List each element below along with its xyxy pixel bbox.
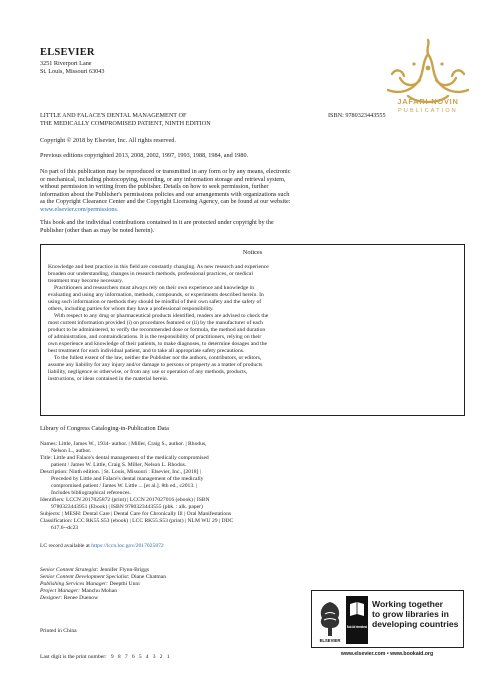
publisher-name: ELSEVIER [40,47,95,58]
publisher-address-line: St. Louis, Missouri 63043 [40,68,105,75]
credit-role: Publishing Services Manager: [40,581,109,587]
text-line: 617.6--dc23 [51,525,79,531]
book-title-line: THE MEDICALLY COMPROMISED PATIENT, NINTH EDITION [40,119,211,127]
text-line: using such information or methods they should be mindful of their own safety and the safety of [48,299,262,305]
notice-paragraph [48,285,459,313]
text-line: liability, negligence or otherwise, or from any use or operation of any methods, products, [48,369,248,375]
book-aid-slogan [372,599,464,629]
slogan-line: Working together [372,599,443,609]
text-line: Includes bibliographical references. [51,490,131,496]
loc-heading: Library of Congress Cataloging-in-Publication Data [40,425,169,432]
credit-role: Designer: [40,595,63,601]
credit-line [40,567,166,574]
credit-name: Deepthi Unni [109,581,140,587]
notices-heading: Notices [242,249,263,256]
text-line: most current information provided (i) on procedures featured or (ii) by the manufacturer of each [48,320,263,326]
book-title-line: LITTLE AND FALACE'S DENTAL MANAGEMENT OF [40,112,187,119]
credit-line [40,574,166,581]
print-number-line: Last digit is the print number: 9 8 7 6 5 4 3 2 1 [40,654,170,660]
text-line: Names: Little, James W., 1934- author. | Miller, Craig S., author. | Rhodus, [40,441,207,447]
text-line: product to be administered, to verify the recommended dose or formula, the method and duration [48,327,266,333]
text-line: Description: Ninth edition. | St. Louis, Missouri : Elsevier, Inc., [2018] | [40,469,201,475]
slogan-line: developing countries [372,619,459,629]
lc-record-label: LC record available at [40,543,92,549]
text-line: others, including parties for whom they have a professional responsibility. [48,306,214,312]
text-line: as the Copyright Clearance Center and the Copyright Licensing Agency, can be found at our website: [40,198,291,206]
book-aid-icon [346,596,368,644]
protected-paragraph [40,219,460,234]
isbn: ISBN: 9780323443555 [328,112,386,119]
elsevier-mark-text: ELSEVIER [319,638,341,643]
text-line: information about the Publisher's permissions policies and our arrangements with organizations such [40,190,290,198]
text-line: compromised patient / James W. Little ... [et al.]. 8th ed., c2013. | [51,483,198,489]
credits [40,567,166,602]
cip-entry [40,511,300,518]
text-line: without permission in writing from the publisher. Details on how to seek permission, further [40,183,269,191]
text-line: evaluating and using any information, methods, compounds, or experiments described herein. In [48,292,264,298]
text-line: broaden our understanding, changes in research methods, professional practices, or medical [48,271,253,277]
text-line: Publisher (other than as may be noted herein). [40,226,155,234]
text-line: Title: Little and Falace's dental management of the medically compromised [40,455,209,461]
credit-name: Renee Duenow [63,595,99,601]
notice-paragraph [48,264,459,285]
text-line: No part of this publication may be reproduced or transmitted in any form or by any means, electronic [40,168,291,175]
previous-editions: Previous editions copyrighted 2013, 2008, 2002, 1997, 1993, 1988, 1984, and 1980. [40,152,249,159]
text-line: or mechanical, including photocopying, recording, or any information storage and retrieval system, [40,175,286,183]
text-line: To the fullest extent of the law, neither the Publisher nor the authors, contributors, or editors, [54,355,262,361]
text-line: Subjects: | MESH: Dental Care | Dental Care for Chronically Ill | Oral Manifestations [40,511,232,517]
text-line: Preceded by Little and Falace's dental management of the medically [51,476,204,482]
credit-role: Project Manager: [40,588,81,594]
text-line: Identifiers: LCCN 2017025872 (print) | LCCN 2017027016 (ebook) | ISBN [40,497,210,503]
text-line: of administration, and contraindications. It is the responsibility of practitioners, relying on their [48,334,262,340]
slogan-line: to grow libraries in [372,609,449,619]
notice-paragraph [48,313,459,355]
text-line: Nelson L., author. [51,448,92,454]
publisher-address-line: 3251 Riverport Lane [40,60,92,67]
credit-line [40,581,166,588]
credit-line [40,588,166,595]
text-line: treatment may become necessary. [48,278,124,284]
text-line: 9780323443951 (Ebook) | ISBN 9780323443555 (pbk. : alk. paper) [51,504,203,510]
cip-entry [40,497,300,511]
credit-name: Jennifer Flynn-Briggs [99,567,150,573]
credit-line [40,595,166,602]
printed-in: Printed in China [40,628,77,634]
text-line: With respect to any drug or pharmaceutical products identified, readers are advised to check the [54,313,269,319]
notices-text [48,264,459,383]
book-aid-box [311,590,464,648]
notice-paragraph [48,355,459,383]
text-line: Practitioners and researchers must always rely on their own experience and knowledge in [54,285,255,291]
cip-entry [40,518,300,532]
book-title [40,112,300,127]
logo-subtitle: PUBLICATION [398,108,458,114]
text-line: Knowledge and best practice in this field are constantly changing. As new research and experience [48,264,269,270]
book-aid-mark-text: Book Aid International [347,625,368,629]
cip-data [40,441,300,532]
book-aid-urls[interactable]: www.elsevier.com • www.bookaid.org [340,651,434,657]
notices-box [40,244,465,416]
credit-role: Senior Content Strategist: [40,567,99,573]
cip-entry [40,441,300,455]
text-line: Classification: LCC RK55.S53 (ebook) | LCC RK55.S53 (print) | NLM WU 29 | DDC [40,518,234,524]
text-line: own experience and knowledge of their patients, to make diagnoses, to determine dosages and the [48,341,268,347]
permissions-link[interactable]: www.elsevier.com/permissions. [40,205,119,213]
lc-record-link[interactable]: https://lccn.loc.gov/2017025872 [91,543,164,549]
credit-name: Diane Chatman [131,574,166,580]
copyright-line: Copyright © 2018 by Elsevier, Inc. All rights reserved. [40,137,176,144]
rights-paragraph [40,168,460,214]
cip-entry [40,455,300,469]
credit-role: Senior Content Development Specialist: [40,574,130,580]
text-line: patient / James W. Little, Craig S. Miller, Nelson L. Rhodus. [51,462,187,468]
elsevier-tree-icon [316,596,344,644]
logo-name: JAFARI NOVIN [397,97,459,106]
cip-entry [40,469,300,497]
lc-record [40,543,164,550]
text-line: This book and the individual contributions contained in it are protected under copyright by the [40,219,274,226]
text-line: instructions, or ideas contained in the material herein. [48,376,169,382]
credit-name: Manchu Mohan [81,588,118,594]
text-line: assume any liability for any injury and/or damage to persons or property as a matter of products [48,362,263,368]
text-line: best treatment for each individual patient, and to take all appropriate safety precautions. [48,348,245,354]
